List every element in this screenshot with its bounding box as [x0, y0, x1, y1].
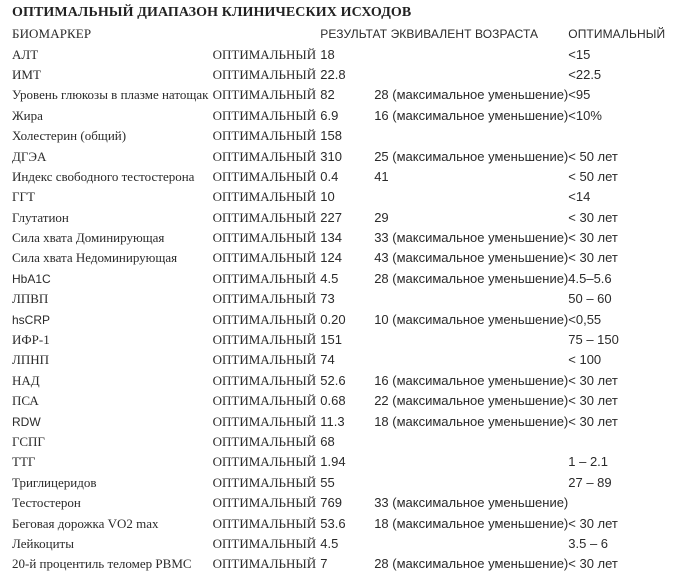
biomarker-name: Жира [12, 107, 43, 123]
biomarker-name: Уровень глюкозы в плазме натощак [12, 87, 209, 103]
biomarker-name: Сила хвата Недоминирующая [12, 250, 178, 266]
status-label: ОПТИМАЛЬНЫЙ [212, 434, 317, 449]
biomarker-name: 20-й процентиль теломер PBMC [12, 556, 192, 572]
table-row [12, 432, 680, 452]
optimal-range: < 30 лет [568, 372, 618, 388]
result-value: 18 [320, 46, 335, 62]
optimal-range: 4.5–5.6 [568, 270, 612, 286]
biomarker-name: ЛПНП [12, 352, 49, 368]
result-value: 0.4 [320, 168, 339, 184]
age-equivalent: 41 [374, 168, 389, 184]
age-equivalent [374, 187, 568, 207]
age-equivalent: 28 (максимальное уменьшение) [374, 270, 569, 286]
age-equivalent: 10 (максимальное уменьшение) [374, 311, 569, 327]
optimal-range [568, 493, 680, 513]
optimal-range: <15 [568, 46, 591, 62]
result-value: 10 [320, 189, 335, 205]
optimal-range: < 30 лет [568, 209, 618, 225]
status-label: ОПТИМАЛЬНЫЙ [212, 454, 317, 470]
age-equivalent: 22 (максимальное уменьшение) [374, 393, 569, 409]
optimal-range: <22.5 [568, 66, 602, 82]
header-status [213, 24, 321, 44]
optimal-range [568, 432, 680, 452]
biomarker-name: ГСПГ [12, 434, 45, 449]
biomarker-name: ГГТ [12, 189, 35, 205]
status-label: ОПТИМАЛЬНЫЙ [212, 372, 317, 388]
optimal-range: < 30 лет [568, 230, 618, 246]
status-label: ОПТИМАЛЬНЫЙ [212, 556, 317, 572]
age-equivalent [374, 330, 568, 350]
status-label: ОПТИМАЛЬНЫЙ [212, 291, 317, 307]
status-label: ОПТИМАЛЬНЫЙ [212, 230, 317, 246]
table-body [12, 44, 680, 574]
biomarker-name: RDW [12, 414, 41, 429]
table-row [12, 391, 680, 411]
age-equivalent [374, 44, 568, 64]
biomarker-name: АЛТ [12, 46, 39, 62]
biomarker-table [12, 24, 680, 575]
biomarker-name: Беговая дорожка VO2 max [12, 515, 159, 531]
table-row [12, 330, 680, 350]
result-value: 68 [320, 434, 335, 449]
status-label: ОПТИМАЛЬНЫЙ [212, 515, 317, 531]
optimal-range: < 50 лет [568, 148, 618, 164]
biomarker-name: ИМТ [12, 66, 41, 82]
optimal-range: <95 [568, 87, 591, 103]
table-row [12, 126, 680, 146]
table-row [12, 269, 680, 289]
age-equivalent: 18 (максимальное уменьшение) [374, 515, 569, 531]
header-optimal: ОПТИМАЛЬНЫЙ [568, 27, 666, 42]
age-equivalent [374, 289, 568, 309]
optimal-range: < 50 лет [568, 168, 618, 184]
biomarker-name: HbA1C [12, 271, 51, 286]
status-label: ОПТИМАЛЬНЫЙ [212, 87, 317, 103]
status-label: ОПТИМАЛЬНЫЙ [212, 535, 317, 551]
result-value: 73 [320, 291, 335, 307]
table-row [12, 513, 680, 533]
optimal-range: 1 – 2.1 [568, 454, 609, 470]
optimal-range: <10% [568, 107, 602, 123]
age-equivalent: 43 (максимальное уменьшение) [374, 250, 569, 266]
biomarker-name: ЛПВП [12, 291, 49, 307]
result-value: 124 [320, 250, 342, 266]
result-value: 0.20 [320, 311, 346, 327]
optimal-range: < 30 лет [568, 413, 618, 429]
result-value: 53.6 [320, 515, 346, 531]
age-equivalent: 33 (максимальное уменьшение) [374, 495, 569, 511]
result-value: 4.5 [320, 270, 339, 286]
status-label: ОПТИМАЛЬНЫЙ [212, 413, 317, 429]
table-row [12, 371, 680, 391]
age-equivalent: 16 (максимальное уменьшение) [374, 372, 569, 388]
biomarker-name: Триглицеридов [12, 474, 97, 490]
result-value: 310 [320, 148, 342, 164]
age-equivalent [374, 473, 568, 493]
optimal-range: <0,55 [568, 311, 602, 327]
status-label: ОПТИМАЛЬНЫЙ [212, 393, 317, 409]
result-value: 52.6 [320, 372, 346, 388]
optimal-range: 50 – 60 [568, 291, 612, 307]
age-equivalent: 25 (максимальное уменьшение) [374, 148, 569, 164]
status-label: ОПТИМАЛЬНЫЙ [212, 189, 317, 205]
status-label: ОПТИМАЛЬНЫЙ [212, 474, 317, 490]
result-value: 55 [320, 474, 335, 490]
status-label: ОПТИМАЛЬНЫЙ [212, 495, 317, 511]
status-label: ОПТИМАЛЬНЫЙ [212, 107, 317, 123]
table-row [12, 187, 680, 207]
age-equivalent: 16 (максимальное уменьшение) [374, 107, 569, 123]
biomarker-name: ПСА [12, 393, 39, 409]
biomarker-name: ТТГ [12, 454, 36, 470]
page-title: ОПТИМАЛЬНЫЙ ДИАПАЗОН КЛИНИЧЕСКИХ ИСХОДОВ [12, 5, 412, 20]
biomarker-name: ИФР-1 [12, 332, 50, 348]
biomarker-name: Сила хвата Доминирующая [12, 230, 165, 246]
result-value: 1.94 [320, 454, 346, 470]
result-value: 7 [320, 556, 328, 572]
table-row [12, 534, 680, 554]
table-row [12, 289, 680, 309]
optimal-range: <14 [568, 189, 591, 205]
status-label: ОПТИМАЛЬНЫЙ [212, 66, 317, 82]
age-equivalent [374, 350, 568, 370]
status-label: ОПТИМАЛЬНЫЙ [212, 209, 317, 225]
table-row [12, 228, 680, 248]
age-equivalent: 28 (максимальное уменьшение) [374, 87, 569, 103]
header-biomarker: БИОМАРКЕР [12, 26, 92, 42]
age-equivalent: 28 (максимальное уменьшение) [374, 556, 569, 572]
age-equivalent [374, 452, 568, 472]
table-row [12, 309, 680, 329]
optimal-range: < 30 лет [568, 515, 618, 531]
status-label: ОПТИМАЛЬНЫЙ [212, 311, 317, 327]
table-row [12, 146, 680, 166]
table-row [12, 167, 680, 187]
status-label: ОПТИМАЛЬНЫЙ [212, 46, 317, 62]
result-value: 151 [320, 332, 342, 348]
status-label: ОПТИМАЛЬНЫЙ [212, 148, 317, 164]
table-row [12, 473, 680, 493]
optimal-range: < 30 лет [568, 393, 618, 409]
header-result-age: РЕЗУЛЬТАТ ЭКВИВАЛЕНТ ВОЗРАСТА [320, 27, 539, 42]
table-row [12, 554, 680, 574]
table-row [12, 493, 680, 513]
biomarker-name: hsCRP [12, 312, 51, 327]
result-value: 74 [320, 352, 335, 368]
status-label: ОПТИМАЛЬНЫЙ [212, 332, 317, 348]
table-row [12, 106, 680, 126]
result-value: 227 [320, 209, 342, 225]
biomarker-name: Индекс свободного тестостерона [12, 168, 195, 184]
biomarker-name: Лейкоциты [12, 535, 74, 551]
age-equivalent: 33 (максимальное уменьшение) [374, 230, 569, 246]
result-value: 22.8 [320, 66, 346, 82]
optimal-range: 75 – 150 [568, 332, 619, 348]
table-header-row [12, 24, 680, 44]
result-value: 158 [320, 128, 342, 144]
result-value: 4.5 [320, 535, 339, 551]
biomarker-name: Тестостерон [12, 495, 81, 511]
table-row [12, 44, 680, 64]
biomarker-name: ДГЭА [12, 148, 47, 164]
optimal-range: 3.5 – 6 [568, 535, 609, 551]
status-label: ОПТИМАЛЬНЫЙ [212, 128, 317, 144]
result-value: 769 [320, 495, 342, 511]
age-equivalent: 29 [374, 209, 389, 225]
optimal-range: < 100 [568, 352, 602, 368]
status-label: ОПТИМАЛЬНЫЙ [212, 168, 317, 184]
age-equivalent [374, 534, 568, 554]
age-equivalent: 18 (максимальное уменьшение) [374, 413, 569, 429]
result-value: 82 [320, 87, 335, 103]
optimal-range: 27 – 89 [568, 474, 612, 490]
status-label: ОПТИМАЛЬНЫЙ [212, 352, 317, 368]
table-row [12, 65, 680, 85]
table-row [12, 208, 680, 228]
table-row [12, 248, 680, 268]
table-row [12, 411, 680, 431]
age-equivalent [374, 432, 568, 452]
table-row [12, 452, 680, 472]
biomarker-name: НАД [12, 372, 40, 388]
status-label: ОПТИМАЛЬНЫЙ [212, 250, 317, 266]
table-row [12, 85, 680, 105]
biomarker-name: Глутатион [12, 209, 69, 225]
age-equivalent [374, 126, 568, 146]
biomarker-name: Холестерин (общий) [12, 128, 127, 144]
result-value: 11.3 [320, 413, 345, 429]
status-label: ОПТИМАЛЬНЫЙ [212, 270, 317, 286]
optimal-range [568, 126, 680, 146]
optimal-range: < 30 лет [568, 250, 618, 266]
result-value: 0.68 [320, 393, 346, 409]
age-equivalent [374, 65, 568, 85]
optimal-range: < 30 лет [568, 556, 618, 572]
table-row [12, 350, 680, 370]
result-value: 134 [320, 230, 342, 246]
result-value: 6.9 [320, 107, 339, 123]
